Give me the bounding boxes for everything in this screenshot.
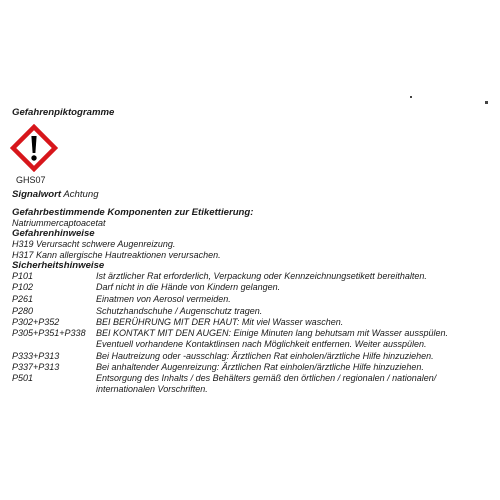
signal-word-value: Achtung	[63, 189, 99, 200]
precaution-text: Bei anhaltender Augenreizung: Ärztlichen Rat einholen/ärztliche Hilfe hinzuziehen.	[96, 362, 424, 372]
hazard-heading: Gefahrenhinweise	[12, 228, 95, 239]
signal-word-label: Signalwort	[12, 189, 62, 200]
precaution-code: P261	[12, 294, 34, 304]
exclamation-mark-diamond-icon	[10, 124, 58, 172]
precaution-text: Darf nicht in die Hände von Kindern gelangen.	[96, 282, 281, 292]
signal-word	[12, 189, 99, 200]
precaution-code: P337+P313	[12, 362, 60, 372]
precaution-text: Entsorgung des Inhalts / des Behälters gemäß den örtlichen / regionalen / nationalen/	[96, 373, 437, 383]
scan-mark	[485, 101, 488, 104]
component-item: Natriummercaptoacetat	[12, 218, 106, 228]
precaution-text: Bei Hautreizung oder -ausschlag: Ärztlichen Rat einholen/ärztliche Hilfe hinzuziehen.	[96, 351, 434, 361]
precaution-code: P305+P351+P338	[12, 328, 86, 338]
precaution-text: Eventuell vorhandene Kontaktlinsen nach Möglichkeit entfernen. Weiter ausspülen.	[96, 339, 427, 349]
precaution-text: Ist ärztlicher Rat erforderlich, Verpackung oder Kennzeichnungsetikett bereithalten.	[96, 271, 427, 281]
pictogram-code: GHS07	[16, 175, 46, 185]
precaution-code: P501	[12, 373, 34, 383]
precaution-heading: Sicherheitshinweise	[12, 260, 105, 271]
pictograms-heading: Gefahrenpiktogramme	[12, 107, 115, 118]
precaution-code: P102	[12, 282, 34, 292]
components-heading: Gefahrbestimmende Komponenten zur Etikettierung:	[12, 207, 254, 218]
precaution-code: P302+P352	[12, 317, 60, 327]
precaution-code: P280	[12, 306, 34, 316]
precaution-text: BEI KONTAKT MIT DEN AUGEN: Einige Minuten lang behutsam mit Wasser ausspülen.	[96, 328, 448, 338]
hazard-statement-h319: H319 Verursacht schwere Augenreizung.	[12, 239, 176, 249]
precaution-code: P333+P313	[12, 351, 60, 361]
hazard-statement-h317: H317 Kann allergische Hautreaktionen verursachen.	[12, 250, 221, 260]
scan-mark	[410, 96, 412, 98]
precaution-text: Einatmen von Aerosol vermeiden.	[96, 294, 231, 304]
precaution-code: P101	[12, 271, 34, 281]
precaution-text: BEI BERÜHRUNG MIT DER HAUT: Mit viel Wasser waschen.	[96, 317, 344, 327]
precaution-text: internationalen Vorschriften.	[96, 384, 208, 394]
precaution-text: Schutzhandschuhe / Augenschutz tragen.	[96, 306, 263, 316]
